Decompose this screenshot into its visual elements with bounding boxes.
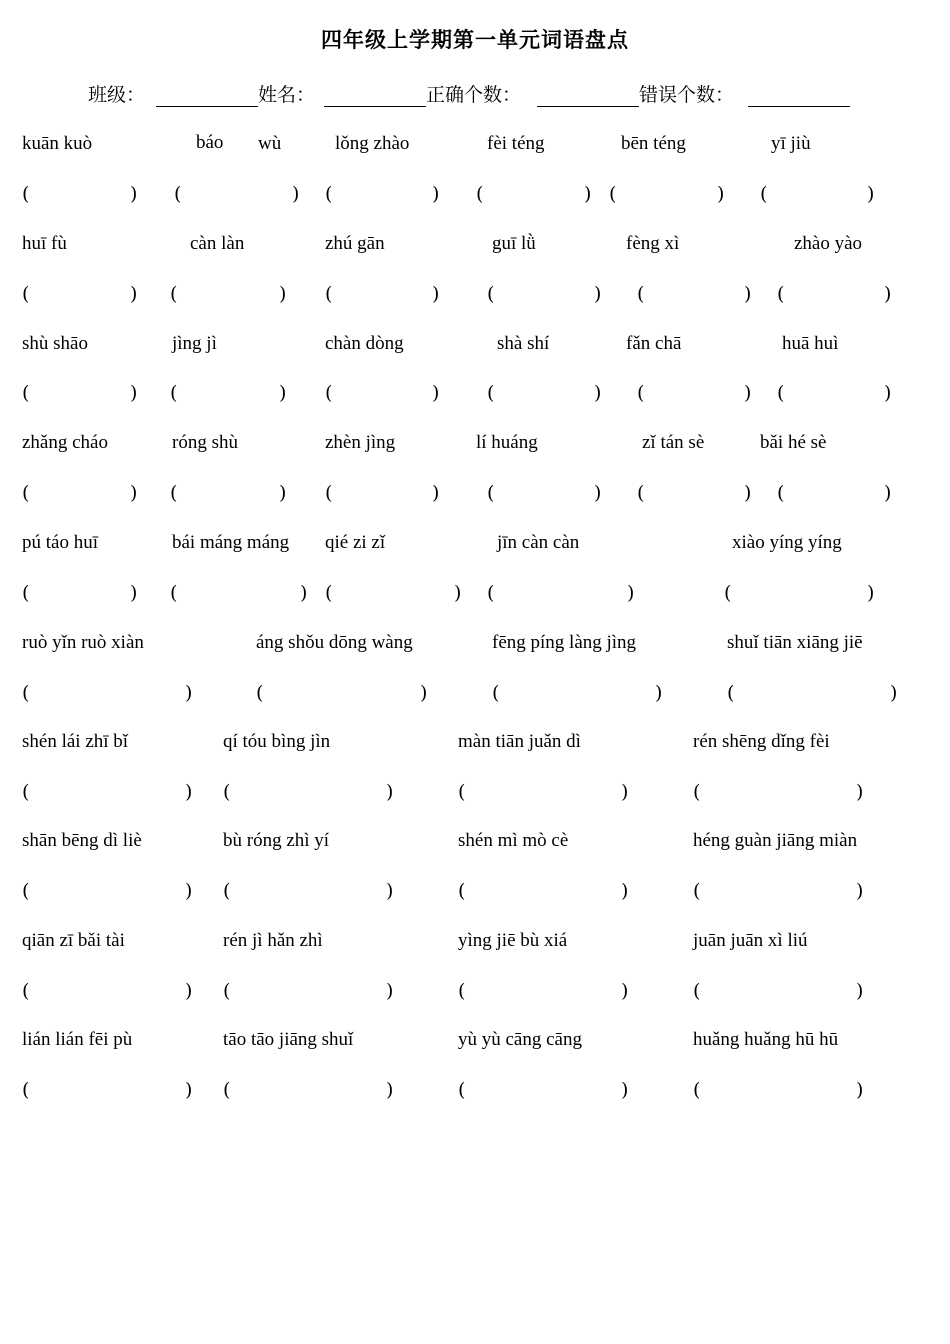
answer-paren-open[interactable]: ( xyxy=(458,1079,466,1101)
pinyin-item: qiān zī bǎi tài xyxy=(22,930,125,951)
answer-paren-open[interactable]: ( xyxy=(174,183,182,205)
pinyin-item: lǒng zhào xyxy=(335,133,410,154)
answer-paren-close[interactable]: ) xyxy=(621,980,629,1002)
answer-paren-close[interactable]: ) xyxy=(130,183,138,205)
answer-paren-close[interactable]: ) xyxy=(856,980,864,1002)
pinyin-item: wù xyxy=(258,133,282,154)
pinyin-item: héng guàn jiāng miàn xyxy=(693,830,858,851)
pinyin-item: pú táo huī xyxy=(22,532,98,553)
pinyin-item: shén lái zhī bǐ xyxy=(22,731,129,752)
answer-paren-open[interactable]: ( xyxy=(760,183,768,205)
answer-paren-open[interactable]: ( xyxy=(22,482,30,504)
answer-paren-close[interactable]: ) xyxy=(867,183,875,205)
answer-paren-open[interactable]: ( xyxy=(727,682,735,704)
answer-paren-open[interactable]: ( xyxy=(22,1079,30,1101)
answer-paren-close[interactable]: ) xyxy=(130,482,138,504)
pinyin-item: shù shāo xyxy=(22,333,88,354)
answer-paren-close[interactable]: ) xyxy=(717,183,725,205)
answer-paren-close[interactable]: ) xyxy=(621,1079,629,1101)
pinyin-item: fèng xì xyxy=(626,233,680,254)
answer-paren-close[interactable]: ) xyxy=(856,1079,864,1101)
pinyin-item: róng shù xyxy=(172,432,238,453)
pinyin-item: yìng jiē bù xiá xyxy=(458,930,568,951)
pinyin-item: huī fù xyxy=(22,233,67,254)
answer-paren-open[interactable]: ( xyxy=(325,382,333,404)
pinyin-item: fēng píng làng jìng xyxy=(492,632,637,653)
pinyin-item: fǎn chā xyxy=(626,333,682,354)
answer-paren-close[interactable]: ) xyxy=(655,682,663,704)
answer-paren-open[interactable]: ( xyxy=(637,482,645,504)
pinyin-item: shén mì mò cè xyxy=(458,830,569,851)
correct-count-blank[interactable] xyxy=(537,106,639,107)
pinyin-item: zǐ tán sè xyxy=(642,432,705,453)
wrong-count-blank[interactable] xyxy=(748,106,850,107)
answer-paren-close[interactable]: ) xyxy=(130,283,138,305)
pinyin-item: qí tóu bìng jìn xyxy=(223,731,331,752)
answer-paren-close[interactable]: ) xyxy=(856,781,864,803)
answer-paren-close[interactable]: ) xyxy=(292,183,300,205)
answer-paren-open[interactable]: ( xyxy=(223,781,231,803)
answer-paren-open[interactable]: ( xyxy=(724,582,732,604)
answer-paren-close[interactable]: ) xyxy=(890,682,898,704)
answer-paren-close[interactable]: ) xyxy=(386,980,394,1002)
answer-paren-close[interactable]: ) xyxy=(130,382,138,404)
answer-paren-close[interactable]: ) xyxy=(627,582,635,604)
answer-paren-close[interactable]: ) xyxy=(744,482,752,504)
answer-paren-close[interactable]: ) xyxy=(185,880,193,902)
answer-paren-open[interactable]: ( xyxy=(492,682,500,704)
answer-paren-close[interactable]: ) xyxy=(432,382,440,404)
answer-paren-close[interactable]: ) xyxy=(432,482,440,504)
answer-paren-open[interactable]: ( xyxy=(487,582,495,604)
answer-paren-close[interactable]: ) xyxy=(621,880,629,902)
pinyin-item: chàn dòng xyxy=(325,333,404,354)
correct-count-label: 正确个数： xyxy=(426,84,522,106)
answer-paren-open[interactable]: ( xyxy=(22,183,30,205)
answer-paren-close[interactable]: ) xyxy=(856,880,864,902)
answer-paren-close[interactable]: ) xyxy=(130,582,138,604)
pinyin-item: xiào yíng yíng xyxy=(732,532,842,553)
pinyin-item: jìng jì xyxy=(172,333,217,354)
answer-paren-open[interactable]: ( xyxy=(22,781,30,803)
answer-paren-close[interactable]: ) xyxy=(884,283,892,305)
answer-paren-close[interactable]: ) xyxy=(279,382,287,404)
pinyin-item: bǎi hé sè xyxy=(760,432,827,453)
answer-paren-open[interactable]: ( xyxy=(637,283,645,305)
answer-paren-open[interactable]: ( xyxy=(325,482,333,504)
pinyin-item: yù yù cāng cāng xyxy=(458,1029,582,1050)
answer-paren-open[interactable]: ( xyxy=(256,682,264,704)
pinyin-item: báo xyxy=(196,132,224,153)
name-label: 姓名： xyxy=(258,84,316,106)
answer-paren-close[interactable]: ) xyxy=(594,283,602,305)
pinyin-item: fèi téng xyxy=(487,133,545,154)
answer-paren-close[interactable]: ) xyxy=(867,582,875,604)
pinyin-item: zhǎng cháo xyxy=(22,432,108,453)
answer-paren-close[interactable]: ) xyxy=(884,482,892,504)
answer-paren-close[interactable]: ) xyxy=(386,1079,394,1101)
answer-paren-close[interactable]: ) xyxy=(386,781,394,803)
answer-paren-close[interactable]: ) xyxy=(386,880,394,902)
answer-paren-open[interactable]: ( xyxy=(325,183,333,205)
answer-paren-close[interactable]: ) xyxy=(621,781,629,803)
pinyin-item: màn tiān juǎn dì xyxy=(458,731,581,752)
pinyin-item: zhào yào xyxy=(794,233,863,254)
answer-paren-open[interactable]: ( xyxy=(777,382,785,404)
class-label: 班级： xyxy=(88,84,146,106)
answer-paren-close[interactable]: ) xyxy=(279,482,287,504)
answer-paren-close[interactable]: ) xyxy=(185,781,193,803)
pinyin-item: jīn càn càn xyxy=(497,532,580,553)
student-info-row xyxy=(88,80,868,110)
answer-paren-close[interactable]: ) xyxy=(300,582,308,604)
pinyin-item: rén jì hǎn zhì xyxy=(223,930,323,951)
answer-paren-open[interactable]: ( xyxy=(693,980,701,1002)
pinyin-item: lián lián fēi pù xyxy=(22,1029,133,1050)
pinyin-item: qié zi zǐ xyxy=(325,532,386,553)
answer-paren-open[interactable]: ( xyxy=(637,382,645,404)
answer-paren-open[interactable]: ( xyxy=(22,382,30,404)
answer-paren-close[interactable]: ) xyxy=(584,183,592,205)
answer-paren-open[interactable]: ( xyxy=(223,1079,231,1101)
answer-paren-close[interactable]: ) xyxy=(432,283,440,305)
pinyin-item: yī jiù xyxy=(771,133,811,154)
answer-paren-open[interactable]: ( xyxy=(22,582,30,604)
answer-paren-open[interactable]: ( xyxy=(487,482,495,504)
answer-paren-close[interactable]: ) xyxy=(420,682,428,704)
answer-paren-close[interactable]: ) xyxy=(185,682,193,704)
pinyin-item: tāo tāo jiāng shuǐ xyxy=(223,1029,354,1050)
pinyin-item: kuān kuò xyxy=(22,133,93,154)
pinyin-item: shà shí xyxy=(497,333,550,354)
answer-paren-close[interactable]: ) xyxy=(279,283,287,305)
answer-paren-open[interactable]: ( xyxy=(170,382,178,404)
answer-paren-close[interactable]: ) xyxy=(744,283,752,305)
answer-paren-open[interactable]: ( xyxy=(777,283,785,305)
answer-paren-close[interactable]: ) xyxy=(884,382,892,404)
answer-paren-open[interactable]: ( xyxy=(458,980,466,1002)
pinyin-item: guī lǜ xyxy=(492,233,536,254)
answer-paren-open[interactable]: ( xyxy=(22,880,30,902)
answer-paren-open[interactable]: ( xyxy=(223,980,231,1002)
pinyin-item: càn làn xyxy=(190,233,245,254)
pinyin-item: zhèn jìng xyxy=(325,432,396,453)
answer-paren-open[interactable]: ( xyxy=(693,781,701,803)
pinyin-item: shān bēng dì liè xyxy=(22,830,142,851)
answer-paren-close[interactable]: ) xyxy=(454,582,462,604)
answer-paren-close[interactable]: ) xyxy=(185,980,193,1002)
pinyin-item: zhú gān xyxy=(325,233,385,254)
answer-paren-open[interactable]: ( xyxy=(22,980,30,1002)
pinyin-item: juān juān xì liú xyxy=(693,930,808,951)
answer-paren-open[interactable]: ( xyxy=(22,682,30,704)
pinyin-item: ruò yǐn ruò xiàn xyxy=(22,632,144,653)
answer-paren-open[interactable]: ( xyxy=(487,382,495,404)
answer-paren-open[interactable]: ( xyxy=(325,582,333,604)
pinyin-item: huā huì xyxy=(782,333,839,354)
pinyin-item: áng shǒu dōng wàng xyxy=(256,632,413,653)
page-title: 四年级上学期第一单元词语盘点 xyxy=(321,28,629,52)
pinyin-item: bēn téng xyxy=(621,133,686,154)
answer-paren-open[interactable]: ( xyxy=(777,482,785,504)
pinyin-item: lí huáng xyxy=(476,432,538,453)
pinyin-item: bái máng máng xyxy=(172,532,290,553)
answer-paren-close[interactable]: ) xyxy=(594,382,602,404)
answer-paren-open[interactable]: ( xyxy=(693,880,701,902)
answer-paren-open[interactable]: ( xyxy=(487,283,495,305)
name-blank[interactable] xyxy=(324,106,426,107)
wrong-count-label: 错误个数： xyxy=(639,84,735,106)
answer-paren-close[interactable]: ) xyxy=(744,382,752,404)
answer-paren-open[interactable]: ( xyxy=(693,1079,701,1101)
answer-paren-open[interactable]: ( xyxy=(476,183,484,205)
answer-paren-open[interactable]: ( xyxy=(325,283,333,305)
pinyin-item: shuǐ tiān xiāng jiē xyxy=(727,632,863,653)
answer-paren-open[interactable]: ( xyxy=(170,482,178,504)
answer-paren-open[interactable]: ( xyxy=(458,781,466,803)
pinyin-item: rén shēng dǐng fèi xyxy=(693,731,830,752)
pinyin-item: bù róng zhì yí xyxy=(223,830,330,851)
answer-paren-close[interactable]: ) xyxy=(594,482,602,504)
class-blank[interactable] xyxy=(156,106,258,107)
answer-paren-open[interactable]: ( xyxy=(223,880,231,902)
answer-paren-close[interactable]: ) xyxy=(432,183,440,205)
answer-paren-open[interactable]: ( xyxy=(22,283,30,305)
answer-paren-open[interactable]: ( xyxy=(458,880,466,902)
pinyin-item: huǎng huǎng hū hū xyxy=(693,1029,839,1050)
answer-paren-open[interactable]: ( xyxy=(609,183,617,205)
answer-paren-close[interactable]: ) xyxy=(185,1079,193,1101)
answer-paren-open[interactable]: ( xyxy=(170,582,178,604)
answer-paren-open[interactable]: ( xyxy=(170,283,178,305)
